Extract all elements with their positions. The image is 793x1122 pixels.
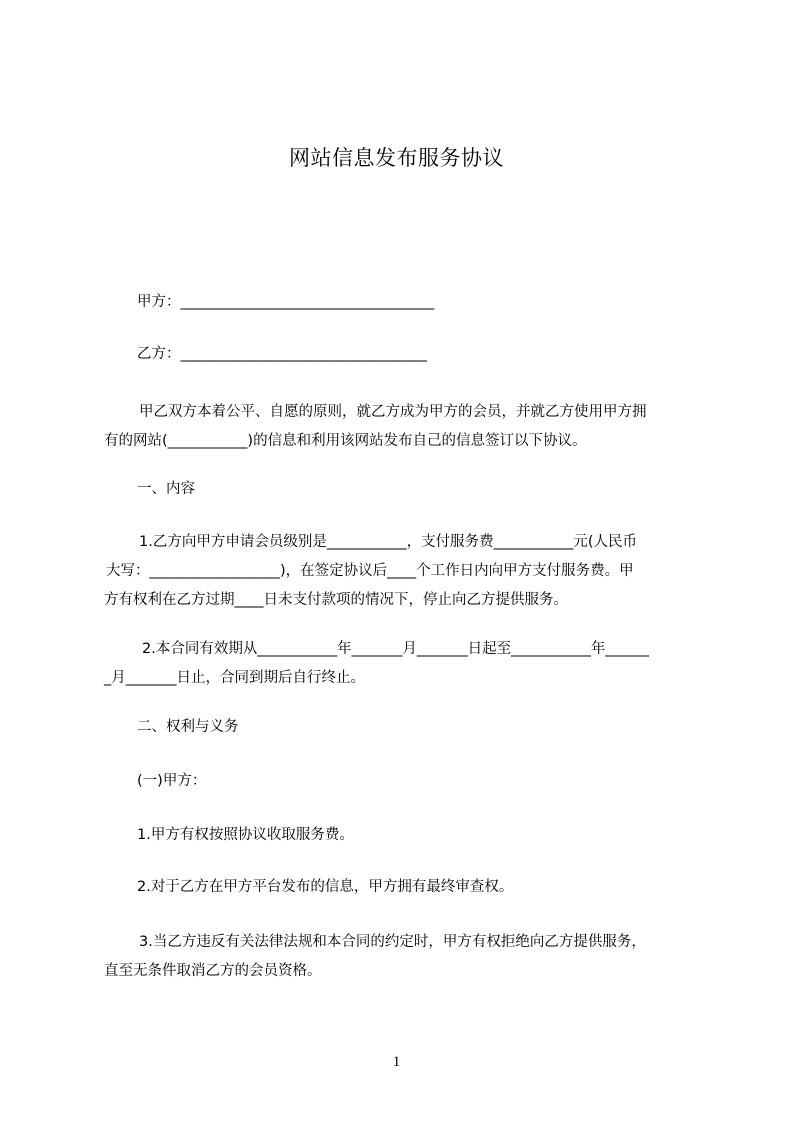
section-1-heading: 一、内容 [137, 481, 195, 497]
section-2-item-2: 2.对于乙方在甲方平台发布的信息，甲方拥有最终审查权。 [137, 879, 514, 895]
section-2-item-3 [104, 928, 704, 986]
section-1-item-1 [104, 528, 704, 615]
section-1-item-1-line-3: 方有权利在乙方过期____日未支付款项的情况下，停止向乙方提供服务。 [104, 592, 568, 608]
intro-paragraph [104, 398, 704, 456]
intro-line-2: 有的网站(___________)的信息和利用该网站发布自己的信息签订以下协议。 [104, 433, 587, 449]
section-2-sub-heading: (一)甲方： [137, 773, 207, 789]
section-1-item-1-line-2: 大写：__________________)，在签定协议后____个工作日内向甲方支付服务费。甲 [106, 563, 634, 579]
section-2-item-3-line-2: 直至无条件取消乙方的会员资格。 [104, 963, 322, 979]
section-2-item-1: 1.甲方有权按照协议收取服务费。 [137, 827, 354, 843]
party-b-line: 乙方：__________________________________ [137, 346, 427, 362]
section-2-heading: 二、权利与义务 [137, 719, 239, 735]
section-2-item-3-line-1: 3.当乙方违反有关法律法规和本合同的约定时，甲方有权拒绝向乙方提供服务， [139, 934, 646, 950]
section-1-item-2 [104, 635, 704, 693]
section-1-item-1-line-1: 1.乙方向甲方申请会员级别是___________，支付服务费___________元(人民币 [139, 534, 637, 550]
page-number: 1 [392, 1054, 401, 1070]
intro-line-1: 甲乙双方本着公平、自愿的原则，就乙方成为甲方的会员，并就乙方使用甲方拥 [139, 404, 647, 420]
section-1-item-2-line-1: 2.本合同有效期从___________年_______月_______日起至___________年______ [142, 641, 649, 657]
document-title: 网站信息发布服务协议 [289, 146, 504, 170]
party-a-line: 甲方：___________________________________ [137, 294, 435, 310]
section-1-item-2-line-2: _月_______日止，合同到期后自行终止。 [104, 670, 365, 686]
